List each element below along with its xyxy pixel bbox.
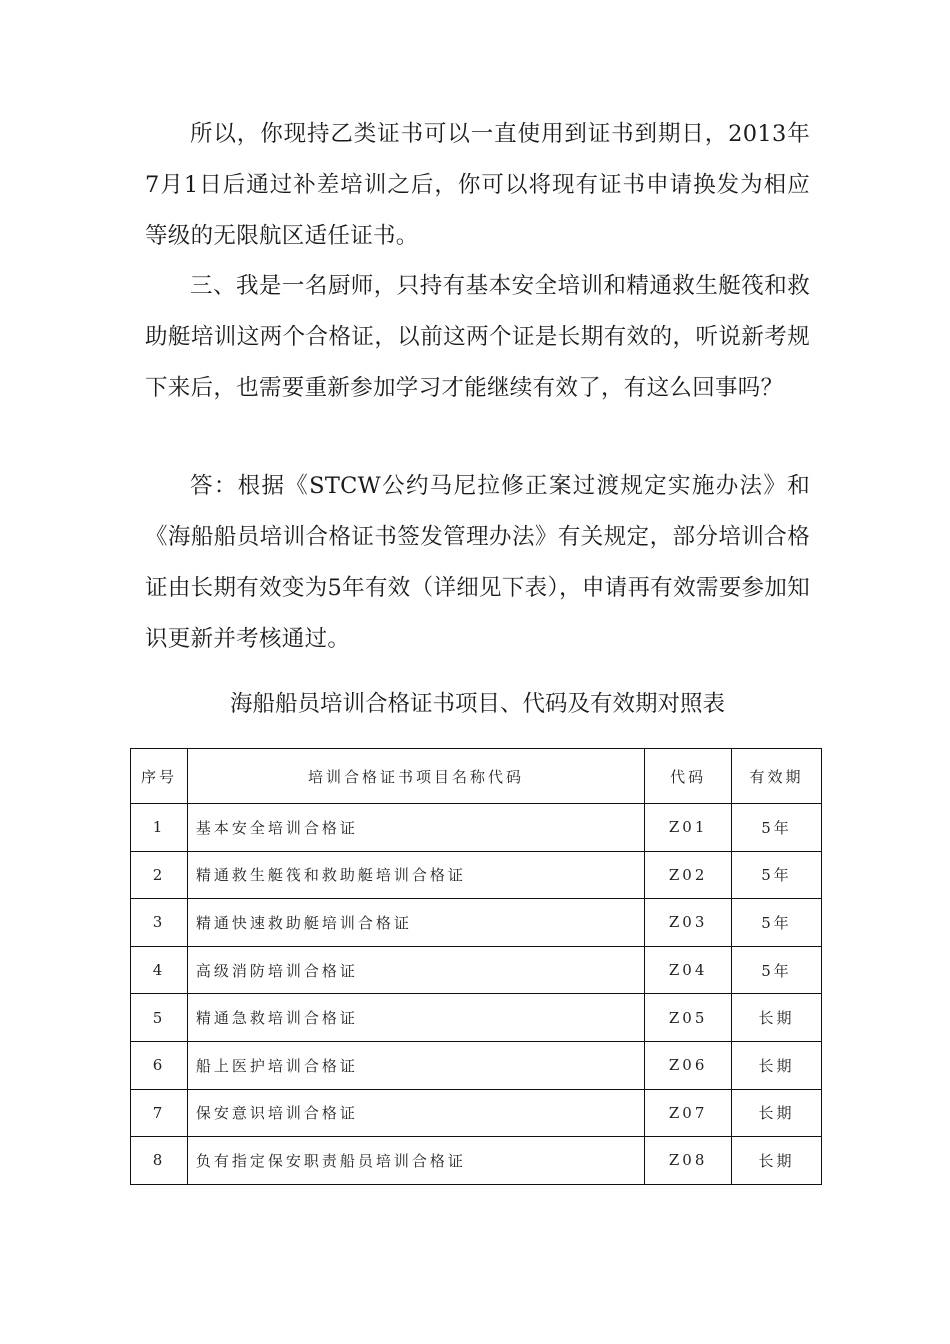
cell-num: 2 [131,851,188,899]
paragraph-3: 答：根据《STCW公约马尼拉修正案过渡规定实施办法》和《海船船员培训合格证书签发管理办法》有关规定，部分培训合格证由长期有效变为5年有效（详细见下表），申请再有效需要参加知识更新并考核通过。 [145,473,810,652]
cell-num: 6 [131,1041,188,1089]
cell-name: 精通救生艇筏和救助艇培训合格证 [187,851,644,899]
cell-validity: 长期 [732,1137,822,1185]
cell-name: 基本安全培训合格证 [187,804,644,852]
cell-num: 5 [131,994,188,1042]
table-row [131,899,822,947]
header-validity: 有效期 [732,749,822,804]
cell-code: Z07 [645,1089,732,1137]
cell-code: Z03 [645,899,732,947]
cell-name: 船上医护培训合格证 [187,1041,644,1089]
table-header-row [131,749,822,804]
cell-num: 3 [131,899,188,947]
paragraph-2: 三、我是一名厨师，只持有基本安全培训和精通救生艇筏和救助艇培训这两个合格证，以前这两个证是长期有效的，听说新考规下来后，也需要重新参加学习才能继续有效了，有这么回事吗？ [145,273,810,401]
cell-validity: 5年 [732,851,822,899]
cell-validity: 5年 [732,804,822,852]
certificate-table [130,748,822,1185]
table-title: 海船船员培训合格证书项目、代码及有效期对照表 [229,691,725,717]
cell-name: 精通急救培训合格证 [187,994,644,1042]
cell-code: Z05 [645,994,732,1042]
table-row [131,1089,822,1137]
cell-name: 负有指定保安职责船员培训合格证 [187,1137,644,1185]
cell-name: 高级消防培训合格证 [187,946,644,994]
header-num: 序号 [131,749,188,804]
cell-code: Z06 [645,1041,732,1089]
table-row [131,851,822,899]
cell-name: 保安意识培训合格证 [187,1089,644,1137]
cell-validity: 长期 [732,994,822,1042]
paragraph-1: 所以，你现持乙类证书可以一直使用到证书到期日，2013年7月1日后通过补差培训之后，你可以将现有证书申请换发为相应等级的无限航区适任证书。 [145,121,810,249]
cell-code: Z01 [645,804,732,852]
header-name: 培训合格证书项目名称代码 [187,749,644,804]
table-row [131,1137,822,1185]
cell-num: 4 [131,946,188,994]
table-row [131,994,822,1042]
table-row [131,804,822,852]
cell-num: 1 [131,804,188,852]
cell-num: 7 [131,1089,188,1137]
cell-num: 8 [131,1137,188,1185]
cell-code: Z02 [645,851,732,899]
cell-validity: 5年 [732,899,822,947]
cell-name: 精通快速救助艇培训合格证 [187,899,644,947]
cell-validity: 长期 [732,1089,822,1137]
header-code: 代码 [645,749,732,804]
cell-validity: 长期 [732,1041,822,1089]
cell-code: Z04 [645,946,732,994]
cell-code: Z08 [645,1137,732,1185]
table-row [131,1041,822,1089]
cell-validity: 5年 [732,946,822,994]
table-row [131,946,822,994]
